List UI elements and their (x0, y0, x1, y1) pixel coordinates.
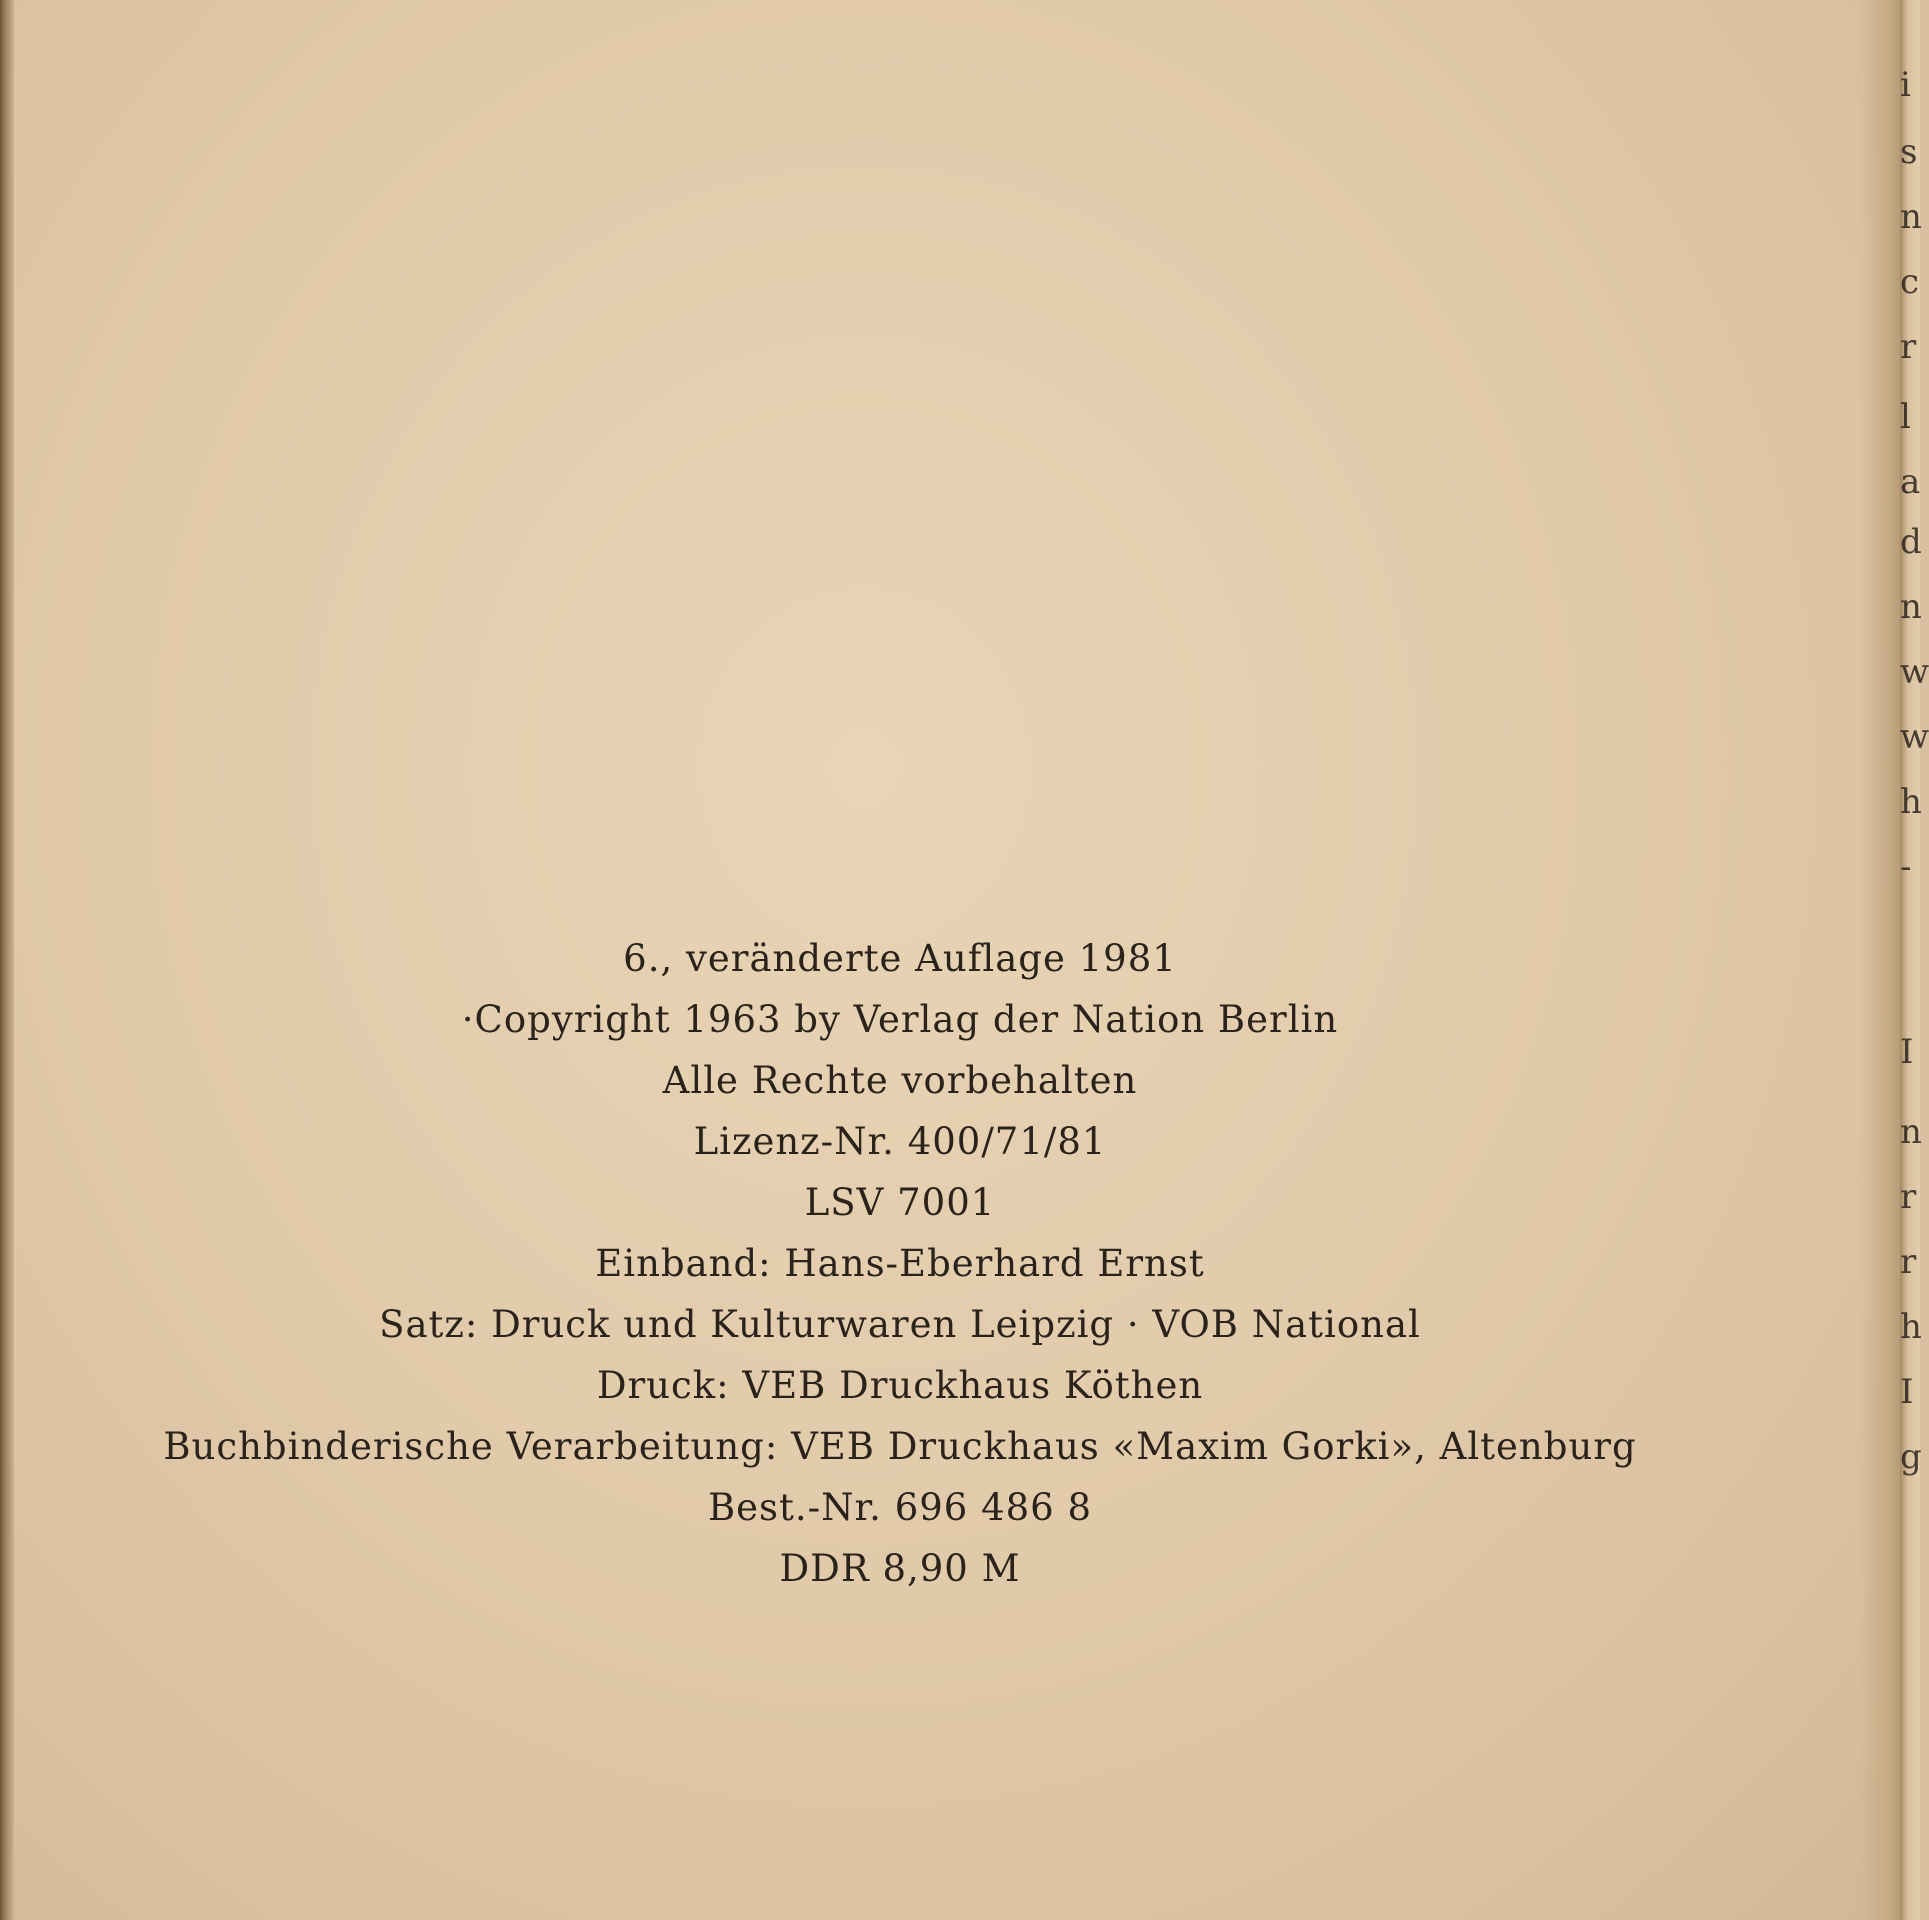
adjacent-page-letter: d (1900, 522, 1922, 562)
binding-line: Einband: Hans-Eberhard Ernst (595, 1242, 1205, 1285)
adjacent-page-letter: l (1900, 397, 1911, 437)
adjacent-page-letter: h (1900, 782, 1922, 822)
adjacent-page-edge (1900, 0, 1929, 1920)
adjacent-page-letter: n (1900, 587, 1922, 627)
printing-line: Druck: VEB Druckhaus Köthen (596, 1364, 1204, 1407)
rights-line: Alle Rechte vorbehalten (662, 1059, 1138, 1102)
adjacent-page-letter: r (1900, 1242, 1917, 1282)
bookbinding-line: Buchbinderische Verarbeitung: VEB Druckhaus «Maxim Gorki», Altenburg (163, 1425, 1637, 1468)
adjacent-page-letter: g (1900, 1437, 1922, 1477)
page-gutter-edge (0, 0, 14, 1920)
copyright-line: ·Copyright 1963 by Verlag der Nation Berlin (461, 998, 1339, 1041)
order-number-line: Best.-Nr. 696 486 8 (707, 1486, 1093, 1529)
imprint-block (140, 928, 1660, 1599)
adjacent-page-letter: I (1900, 1032, 1914, 1072)
edition-line: 6., veränderte Auflage 1981 (623, 937, 1177, 980)
license-line: Lizenz-Nr. 400/71/81 (693, 1120, 1107, 1163)
adjacent-page-letter: - (1900, 847, 1912, 887)
page-fold-shadow (1860, 0, 1900, 1920)
adjacent-page-letter: n (1900, 197, 1922, 237)
adjacent-page-letter: i (1900, 65, 1911, 105)
adjacent-page-letter: I (1900, 1372, 1914, 1412)
adjacent-page-letter: s (1900, 132, 1918, 172)
price-line: DDR 8,90 M (779, 1547, 1021, 1590)
adjacent-page-letter: h (1900, 1307, 1922, 1347)
adjacent-page-letter: n (1900, 1112, 1922, 1152)
adjacent-page-letter: c (1900, 262, 1920, 302)
lsv-line: LSV 7001 (804, 1181, 996, 1224)
adjacent-page-letter: a (1900, 462, 1921, 502)
adjacent-page-letter: r (1900, 327, 1917, 367)
adjacent-page-letter: w (1900, 652, 1929, 692)
adjacent-page-letter: r (1900, 1177, 1917, 1217)
typesetting-line: Satz: Druck und Kulturwaren Leipzig · VOB National (379, 1303, 1421, 1346)
adjacent-page-letter: w (1900, 717, 1929, 757)
